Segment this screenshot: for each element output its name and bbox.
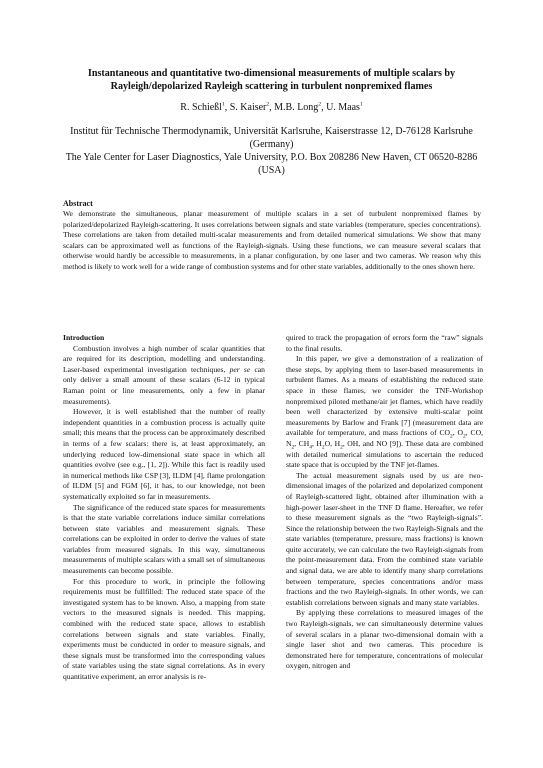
paragraph: By applying these correlations to measured images of the two Rayleigh-signals, we can simultaneously determine values of several scalars in a planar two-dimensional domain with a single laser shot and two cameras. This procedure is demonstrated here for temperature, concentrations of molecular oxygen, nitrogen and [286, 608, 483, 671]
text: Combustion involves a high number of scalar quantities that are required for its description, modelling and understanding. Laser-based experimental investigation techniques, [63, 343, 265, 374]
paragraph [286, 354, 483, 471]
separator: , [269, 102, 275, 113]
text: , CH [294, 438, 310, 448]
paragraph: However, it is well established that the number of really independent quantities in a combustion process is actually quite small; this means that the process can be approximately described in terms of a few scalars: there is, at least approximately, an underlying reduced low-dimensional state space in which all quantities evolve (see e.g., [1, 2]). While this fact is readily used in numerical methods like CSP [3], ILDM [4], flame prolongation of ILDM [5] and FGM [6], it has, to our knowledge, not been systematically exploited so far in measurements. [63, 407, 265, 501]
text: , CO, N [286, 428, 484, 448]
author-name: U. Maas [326, 102, 360, 113]
paragraph [63, 344, 265, 408]
paper-title: Instantaneous and quantitative two-dimensional measurements of multiple scalars by Rayleigh/depolarized Rayleigh scattering in turbulent nonpremixed flames [87, 68, 456, 92]
text: , O [452, 428, 464, 438]
author-name: S. Kaiser [229, 102, 267, 113]
affiliation-marker: 2 [266, 101, 270, 108]
author-list [60, 101, 483, 114]
separator: , [321, 102, 327, 113]
text: can only deliver a small amount of these scalars (6-12 in typical Raman point or line measurements, only a few in planar measurements). [63, 364, 265, 406]
paragraph: For this procedure to work, in principle the following requirements must be fullfilled: The reduced state space of the investigated system has to be known. Also, a mapping from state vectors to the measured signals is needed. This mapping, combined with the reduced state space, allows to establish correlations between signals and state variables. Finally, experiments must be conducted in order to measure signals, and these signals must be transformed into the corresponding values of state variables using the state signal correlations. As in every quantitative experiment, an error analysis is re- [63, 576, 265, 681]
affiliations [62, 125, 481, 177]
affiliation-marker: 1 [359, 101, 363, 108]
affiliation-marker: 2 [318, 101, 322, 108]
paragraph: The actual measurement signals used by us are two-dimensional images of the polarized and depolarized component of Rayleigh-scattered light, obtained after illumination with a high-power laser-sheet in the TNF D flame. Hereafter, we refer to these measurement signals as the “two Rayleigh-signals”. Since the relationship between the two Rayleigh-Signals and the state variables (temperature, pressure, mass fractions) is known quite accurately, we can calculate the two Rayleigh-signals from the point-measurement data. From the combined state variable and signal data, we are able to identify many sharp correlations between temperature, species concentrations and/or mass fractions and the two Rayleigh-signals. In other words, we can establish correlations between signals and many state variables. [286, 470, 483, 607]
affiliation-marker: 1 [221, 101, 225, 108]
subscript: 2 [340, 444, 343, 451]
section-heading-introduction: Introduction [63, 333, 105, 342]
text: , H [311, 438, 322, 448]
subscript: 2 [450, 433, 453, 440]
paragraph-continued: quired to track the propagation of errors form the “raw” signals to the final results. [286, 333, 483, 353]
paragraph: The significance of the reduced state spaces for measurements is that the state variable correlations induce similar correlations between state variables and measurement signals. These correlations can be exploited in order to derive the values of state variables from measured signals. In this way, simultaneous measurements of multiple scalars with a small set of simultaneous measurements can become possible. [63, 502, 265, 576]
right-column [286, 333, 483, 672]
left-column [63, 333, 265, 683]
subscript: 2 [321, 444, 325, 451]
author-name: M.B. Long [274, 102, 319, 113]
abstract-text: We demonstrate the simultaneous, planar measurement of multiple scalars in a set of turbulent nonpremixed flames by polarized/depolarized Rayleigh-scattering. It uses correlations between signals and state variables (temperature, species concentrations). These correlations are taken from detailed multi-scalar measurements and from detailed numerical simulations. We show that many scalars can be approximated well as functions of the Rayleigh-signals. Using these functions, we can measure several scalars that otherwise would hardly be accessible to measurements, in a planar configuration, by one laser and two cameras. We reason why this method is likely to work well for a wide range of combustion systems and for other state variables, additionally to the ones shown here. [63, 209, 481, 271]
affiliation-yale: The Yale Center for Laser Diagnostics, Yale University, P.O. Box 208286 New Haven, CT 06520-8286 (USA) [65, 152, 478, 176]
abstract-heading: Abstract [63, 199, 93, 208]
author-name: R. Schießl [180, 102, 222, 113]
affiliation-karlsruhe: Institut für Technische Thermodynamik, Universität Karlsruhe, Kaiserstrasse 12, D-76128 Karlsruhe (Germany) [70, 126, 473, 150]
italic-text: per se [229, 364, 251, 374]
separator: , [224, 102, 230, 113]
text: In this paper, we give a demonstration of a realization of these steps, by applying them to laser-based measurements in turbulent flames. As a means of establishing the reduced state space in these flames, we consider the TNF-Workshop nonpremixed piloted methane/air jet flames, which have readily been well characterized by extensive multi-scalar point measurements by Barlow and Frank [7] (measurement data are available for temperature, and mass fractions of CO [286, 354, 483, 438]
text: , OH, and NO [9]). These data are combined with detailed numerical simulations to ascertain the reduced state space that is occupied by the TNF jet-flames. [286, 438, 484, 470]
subscript: 2 [463, 433, 466, 440]
subscript: 2 [291, 444, 295, 451]
text: O, H [324, 438, 341, 448]
subscript: 4 [309, 444, 312, 451]
